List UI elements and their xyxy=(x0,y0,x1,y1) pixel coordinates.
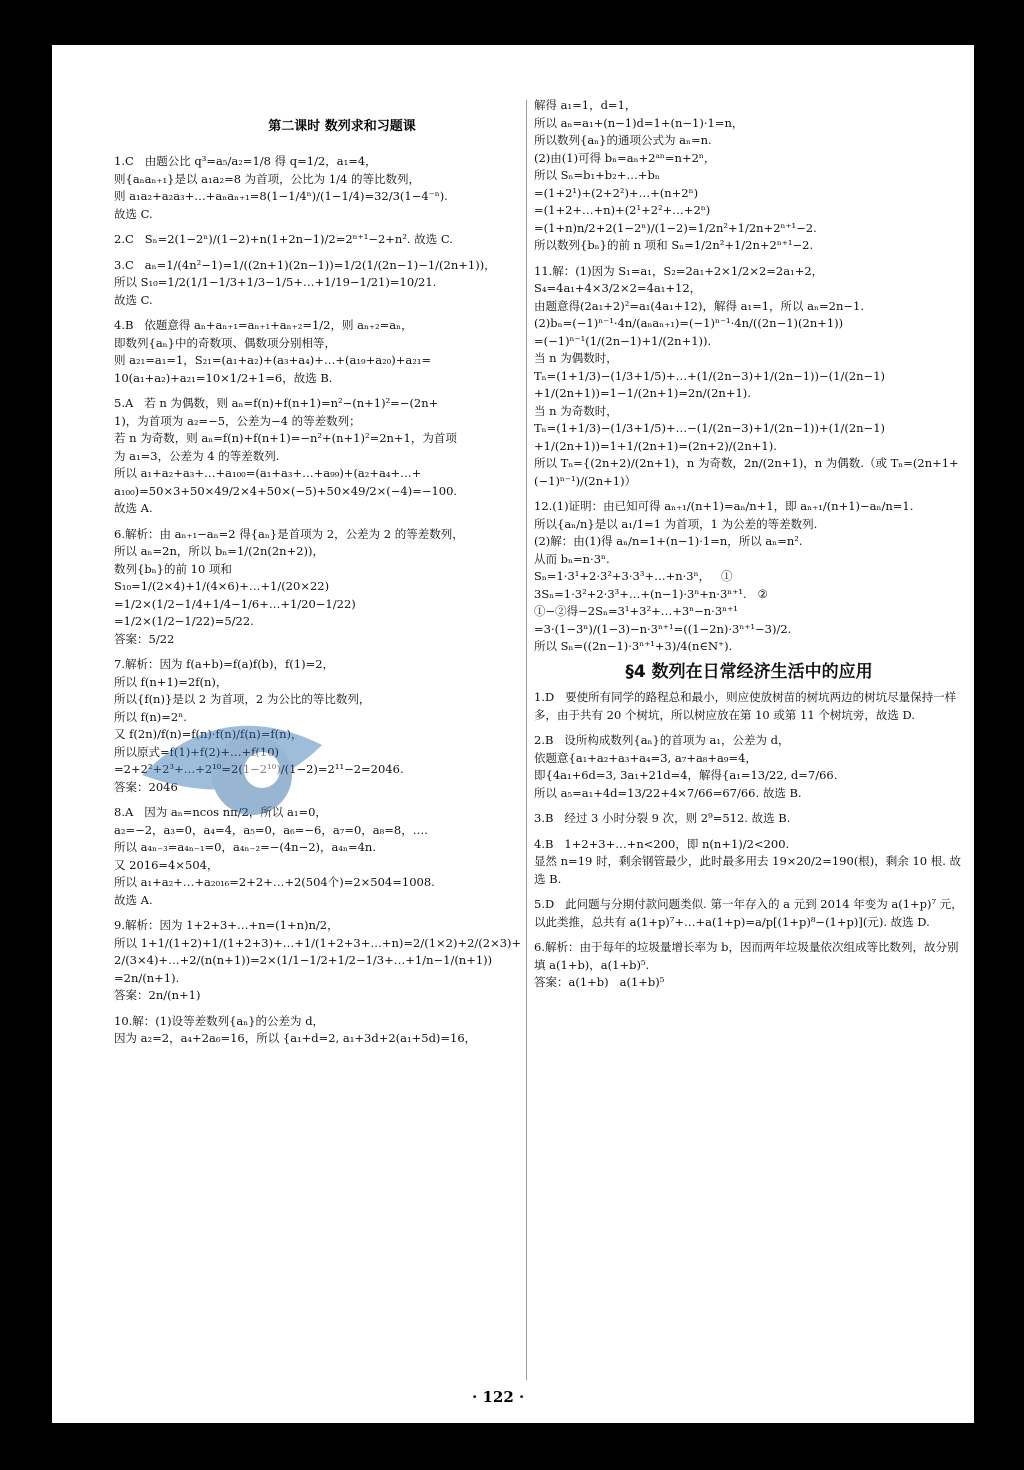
answer-line: 所以 a₁+a₂+…+a₂₀₁₆=2+2+…+2(504个)=2×504=1008. xyxy=(114,875,435,889)
answer-line: (2)解：由(1)得 aₙ/n=1+(n−1)·1=n，所以 aₙ=n². xyxy=(534,534,803,548)
answer-line: 当 n 为奇数时， xyxy=(534,403,618,418)
answer-line: 3.C aₙ=1/(4n²−1)=1/((2n+1)(2n−1))=1/2(1/(2n−1)−1/(2n+1))， xyxy=(114,257,496,272)
answer-line: =1/2×(1/2−1/22)=5/22. xyxy=(114,614,254,628)
answer-line: (2)bₙ=(−1)ⁿ⁻¹·4n/(aₙaₙ₊₁)=(−1)ⁿ⁻¹·4n/((2n−1)(2n+1)) xyxy=(534,316,844,330)
answer-line: 故选 A. xyxy=(114,501,153,515)
answer-line: 解得 a₁=1，d=1， xyxy=(534,98,637,112)
answer-line: 显然 n=19 时，剩余钢管最少，此时最多用去 19×20/2=190(根)，剩余 10 根. 故选 B. xyxy=(534,854,962,886)
answer-line: 所以 f(n+1)=2f(n)， xyxy=(114,674,228,689)
answer-line: 4.B 1+2+3+…+n<200，即 n(n+1)/2<200. xyxy=(534,836,790,851)
answer-line: 6.解析：由 aₙ₊₁−aₙ=2 得{aₙ}是首项为 2，公差为 2 的等差数列， xyxy=(114,526,464,541)
lesson-title: 第二课时 数列求和习题课 xyxy=(268,119,416,134)
answer-line: 2/(3×4)+…+2/(n(n+1))=2×(1/1−1/2+1/2−1/3+…+1/n−1/(n+1)) xyxy=(114,953,493,967)
answer-line: 所以 Sₙ=((2n−1)·3ⁿ⁺¹+3)/4(n∈N⁺). xyxy=(534,639,733,653)
answer-line: 1.C 由题公比 q³=a₅/a₂=1/8 得 q=1/2，a₁=4， xyxy=(114,154,377,168)
answer-page xyxy=(52,45,974,1423)
answer-line: 所以数列{bₙ}的前 n 项和 Sₙ=1/2n²+1/2n+2ⁿ⁺¹−2. xyxy=(534,238,814,252)
answer-line: 则{aₙaₙ₊₁}是以 a₁a₂=8 为首项，公比为 1/4 的等比数列， xyxy=(114,171,420,186)
answer-line: 故选 C. xyxy=(114,206,153,221)
answer-line: 8.A 因为 aₙ=ncos nπ/2，所以 a₁=0， xyxy=(114,805,327,819)
answer-line: Tₙ=(1+1/3)−(1/3+1/5)+…+(1/(2n−3)+1/(2n−1))−(1/(2n−1) xyxy=(534,368,885,383)
answer-line: 10(a₁+a₂)+a₂₁=10×1/2+1=6，故选 B. xyxy=(114,370,333,385)
answer-line: =2n/(n+1). xyxy=(114,970,180,985)
answer-line: a₂=−2，a₃=0，a₄=4，a₅=0，a₆=−6，a₇=0，a₈=8，…. xyxy=(114,822,428,837)
answer-line: 答案：a(1+b) a(1+b)⁵ xyxy=(534,975,665,989)
answer-line: 所以 aₙ=2n，所以 bₙ=1/(2n(2n+2))， xyxy=(114,544,325,558)
answer-line: 所以{aₙ/n}是以 a₁/1=1 为首项，1 为公差的等差数列. xyxy=(534,516,818,531)
answer-line: 故选 A. xyxy=(114,892,153,907)
answer-line: 依题意{a₁+a₂+a₃+a₄=3, a₇+a₈+a₉=4， xyxy=(534,750,757,765)
answer-line: (2)由(1)可得 bₙ=aₙ+2ᵃⁿ=n+2ⁿ， xyxy=(534,150,716,165)
answer-line: 又 f(2n)/f(n)=f(n)·f(n)/f(n)=f(n)， xyxy=(114,727,303,741)
answer-line: 所以 1+1/(1+2)+1/(1+2+3)+…+1/(1+2+3+…+n)=2/(1×2)+2/(2×3)+ xyxy=(114,935,522,950)
answer-line: 9.解析：因为 1+2+3+…+n=(1+n)n/2， xyxy=(114,918,339,932)
answer-line: 6.解析：由于每年的垃圾量增长率为 b，因而两年垃圾量依次组成等比数列，故分别填 a(1+b)，a(1+b)⁵. xyxy=(534,940,959,972)
answer-line: ①−②得−2Sₙ=3¹+3²+…+3ⁿ−n·3ⁿ⁺¹ xyxy=(534,604,738,618)
answer-line: 答案：2046 xyxy=(114,779,178,794)
answer-line: =(−1)ⁿ⁻¹(1/(2n−1)+1/(2n+1)). xyxy=(534,333,712,348)
answer-line: 所以 Sₙ=b₁+b₂+…+bₙ xyxy=(534,168,660,182)
answer-line: 所以 Tₙ={(2n+2)/(2n+1)，n 为奇数，2n/(2n+1)，n 为偶数.（或 Tₙ=(2n+1+(−1)ⁿ⁻¹)/(2n+1)） xyxy=(534,456,959,488)
answer-line: +1/(2n+1))=1+1/(2n+1)=(2n+2)/(2n+1). xyxy=(534,438,777,453)
answer-line: 又 2016=4×504， xyxy=(114,857,219,872)
answer-line: =1/2×(1/2−1/4+1/4−1/6+…+1/20−1/22) xyxy=(114,596,356,611)
answer-line: 则 a₁a₂+a₂a₃+…+aₙaₙ₊₁=8(1−1/4ⁿ)/(1−1/4)=32/3(1−4⁻ⁿ). xyxy=(114,189,448,203)
answer-line: S₄=4a₁+4×3/2×2=4a₁+12， xyxy=(534,281,702,295)
answer-line: =3·(1−3ⁿ)/(1−3)−n·3ⁿ⁺¹=((1−2n)·3ⁿ⁺¹−3)/2. xyxy=(534,621,792,636)
answer-line: 即{4a₁+6d=3, 3a₁+21d=4，解得{a₁=13/22, d=7/66. xyxy=(534,768,838,782)
answer-line: 为 a₁=3，公差为 4 的等差数列. xyxy=(114,448,280,463)
answer-line: 所以 S₁₀=1/2(1/1−1/3+1/3−1/5+…+1/19−1/21)=10/21. xyxy=(114,275,437,289)
answer-line: 所以 a₄ₙ₋₃=a₄ₙ₋₁=0，a₄ₙ₋₂=−(4n−2)，a₄ₙ=4n. xyxy=(114,840,376,854)
answer-line: 1.D 要使所有同学的路程总和最小，则应使放树苗的树坑两边的树坑尽量保持一样多，由于共有 20 个树坑，所以树应放在第 10 或第 11 个树坑旁，故选 D. xyxy=(534,690,957,722)
answer-line: 4.B 依题意得 aₙ+aₙ₊₁=aₙ₊₁+aₙ₊₂=1/2，则 aₙ₊₂=aₙ， xyxy=(114,318,413,332)
answer-line: 3.B 经过 3 小时分裂 9 次，则 2⁹=512. 故选 B. xyxy=(534,811,791,825)
answer-line: 当 n 为偶数时， xyxy=(534,351,618,365)
answer-line: 所以 f(n)=2ⁿ. xyxy=(114,709,187,724)
answer-line: 11.解：(1)因为 S₁=a₁，S₂=2a₁+2×1/2×2=2a₁+2， xyxy=(534,263,824,278)
section-title: §4 数列在日常经济生活中的应用 xyxy=(625,661,873,682)
answer-line: 5.D 此问题与分期付款问题类似. 第一年存入的 a 元到 2014 年变为 a(1+p)⁷ 元，以此类推，总共有 a(1+p)⁷+…+a(1+p)=a/p[(1+p)⁸−(1+p)](元). 故选 D. xyxy=(534,897,963,929)
answer-line: =2+2²+2³+…+2¹⁰=2(1−2¹⁰)/(1−2)=2¹¹−2=2046. xyxy=(114,762,404,776)
answer-line: 所以数列{aₙ}的通项公式为 aₙ=n. xyxy=(534,133,712,147)
answer-line: a₁₀₀)=50×3+50×49/2×4+50×(−5)+50×49/2×(−4)=−100. xyxy=(114,483,458,498)
answer-line: 从而 bₙ=n·3ⁿ. xyxy=(534,551,610,566)
answer-line: 则 a₂₁=a₁=1，S₂₁=(a₁+a₂)+(a₃+a₄)+…+(a₁₉+a₂₀)+a₂₁= xyxy=(114,353,432,367)
answer-line: S₁₀=1/(2×4)+1/(4×6)+…+1/(20×22) xyxy=(114,579,330,593)
answer-line: +1/(2n+1))=1−1/(2n+1)=2n/(2n+1). xyxy=(534,386,751,400)
answer-line: =(1+2+…+n)+(2¹+2²+…+2ⁿ) xyxy=(534,203,711,217)
answer-line: 所以 aₙ=a₁+(n−1)d=1+(n−1)·1=n， xyxy=(534,115,744,130)
right-column xyxy=(534,97,964,992)
answer-line: =(1+2¹)+(2+2²)+…+(n+2ⁿ) xyxy=(534,185,699,200)
answer-line: =(1+n)n/2+2(1−2ⁿ)/(1−2)=1/2n²+1/2n+2ⁿ⁺¹−2. xyxy=(534,220,817,235)
answer-line: 3Sₙ=1·3²+2·3³+…+(n−1)·3ⁿ+n·3ⁿ⁺¹. ② xyxy=(534,586,768,601)
answer-line: 所以 a₁+a₂+a₃+…+a₁₀₀=(a₁+a₃+…+a₉₉)+(a₂+a₄+…+ xyxy=(114,466,422,480)
answer-line: 答案：5/22 xyxy=(114,631,175,646)
answer-line: 10.解：(1)设等差数列{aₙ}的公差为 d， xyxy=(114,1013,325,1028)
answer-line: 1)，为首项为 a₂=−5，公差为−4 的等差数列； xyxy=(114,413,361,428)
answer-line: 因为 a₂=2，a₄+2a₆=16，所以 {a₁+d=2, a₁+3d+2(a₁+5d)=16， xyxy=(114,1031,477,1045)
answer-line: 数列{bₙ}的前 10 项和 xyxy=(114,561,232,576)
answer-line: 2.B 设所构成数列{aₙ}的首项为 a₁，公差为 d， xyxy=(534,733,790,747)
answer-line: Sₙ=1·3¹+2·3²+3·3³+…+n·3ⁿ， ① xyxy=(534,569,733,583)
answer-line: 即数列{aₙ}中的奇数项、偶数项分别相等， xyxy=(114,335,336,350)
answer-line: 所以 a₅=a₁+4d=13/22+4×7/66=67/66. 故选 B. xyxy=(534,785,802,800)
left-column xyxy=(114,145,544,1048)
answer-line: 2.C Sₙ=2(1−2ⁿ)/(1−2)+n(1+2n−1)/2=2ⁿ⁺¹−2+n². 故选 C. xyxy=(114,232,453,246)
answer-line: 5.A 若 n 为偶数，则 aₙ=f(n)+f(n+1)=n²−(n+1)²=−(2n+ xyxy=(114,396,439,410)
answer-line: 12.(1)证明：由已知可得 aₙ₊₁/(n+1)=aₙ/n+1，即 aₙ₊₁/(n+1)−aₙ/n=1. xyxy=(534,499,914,513)
answer-line: 7.解析：因为 f(a+b)=f(a)f(b)，f(1)=2， xyxy=(114,657,335,671)
answer-line: 若 n 为奇数，则 aₙ=f(n)+f(n+1)=−n²+(n+1)²=2n+1，为首项 xyxy=(114,431,457,445)
page-number: · 122 · xyxy=(472,1388,525,1406)
answer-line: 答案：2n/(n+1) xyxy=(114,988,201,1002)
answer-line: Tₙ=(1+1/3)−(1/3+1/5)+…−(1/(2n−3)+1/(2n−1))+(1/(2n−1) xyxy=(534,421,885,435)
answer-line: 由题意得(2a₁+2)²=a₁(4a₁+12)，解得 a₁=1，所以 aₙ=2n−1. xyxy=(534,298,864,313)
answer-line: 所以原式=f(1)+f(2)+…+f(10) xyxy=(114,744,279,759)
answer-line: 所以{f(n)}是以 2 为首项，2 为公比的等比数列， xyxy=(114,692,371,706)
answer-line: 故选 C. xyxy=(114,292,153,307)
